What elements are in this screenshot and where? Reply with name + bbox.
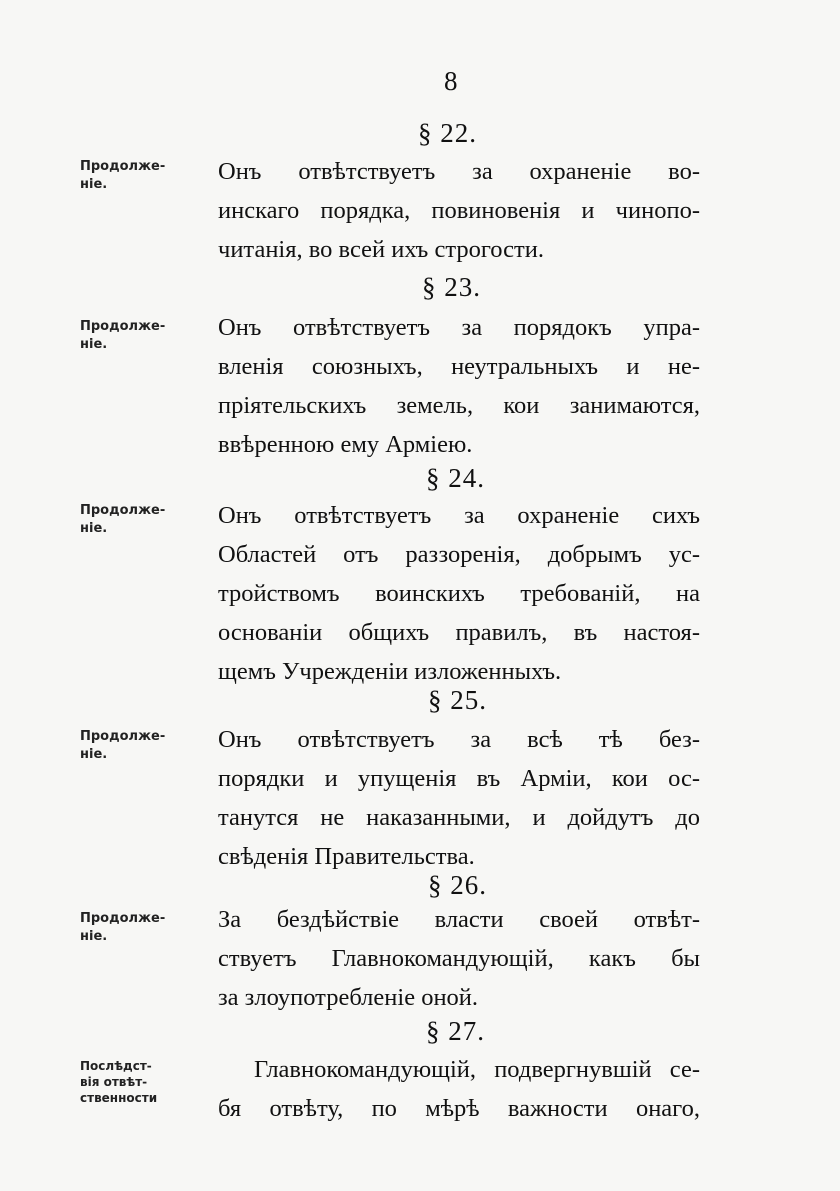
margin-note: Продолже- ніе. — [80, 503, 166, 536]
section-heading: § 22. — [418, 118, 477, 148]
paragraph: Онъ отвѣтствуетъ за всѣ тѣ без- порядки и упущенія въ Арміи, кои ос- танутся не наказанными, и дойдутъ до свѣденія Правительства. — [218, 726, 700, 870]
section-heading: § 25. — [428, 685, 487, 715]
paragraph: Онъ отвѣтствуетъ за охраненіе сихъ Областей отъ раззоренія, добрымъ ус- тройствомъ воинскихъ требованій, на основаніи общихъ правилъ, въ настоя- щемъ Учрежденіи изложенныхъ. — [218, 502, 700, 685]
margin-note: Продолже- ніе. — [80, 319, 166, 352]
margin-note: Продолже- ніе. — [80, 911, 166, 944]
section-heading: § 27. — [426, 1016, 485, 1046]
paragraph: За бездѣйствіе власти своей отвѣт- ствуетъ Главнокомандующій, какъ бы за злоупотребленіе оной. — [218, 906, 700, 1011]
section-heading: § 26. — [428, 870, 487, 900]
paragraph: Онъ отвѣтствуетъ за порядокъ упра- вленія союзныхъ, неутральныхъ и не- пріятельскихъ земель, кои занимаются, ввѣренною ему Арміею. — [218, 314, 700, 458]
margin-note: Послѣдст- вія отвѣт- ственности — [80, 1059, 158, 1105]
section-heading: § 24. — [426, 463, 485, 493]
section-heading: § 23. — [422, 272, 481, 302]
margin-note: Продолже- ніе. — [80, 729, 166, 762]
paragraph: Главнокомандующій, подвергнувшій се- бя отвѣту, по мѣрѣ важности онаго, — [218, 1056, 700, 1122]
margin-note: Продолже- ніе. — [80, 159, 166, 192]
paragraph: Онъ отвѣтствуетъ за охраненіе во- инскаго порядка, повиновенія и чинопо- читанія, во всей ихъ строгости. — [218, 158, 700, 263]
page-number: 8 — [444, 66, 458, 96]
